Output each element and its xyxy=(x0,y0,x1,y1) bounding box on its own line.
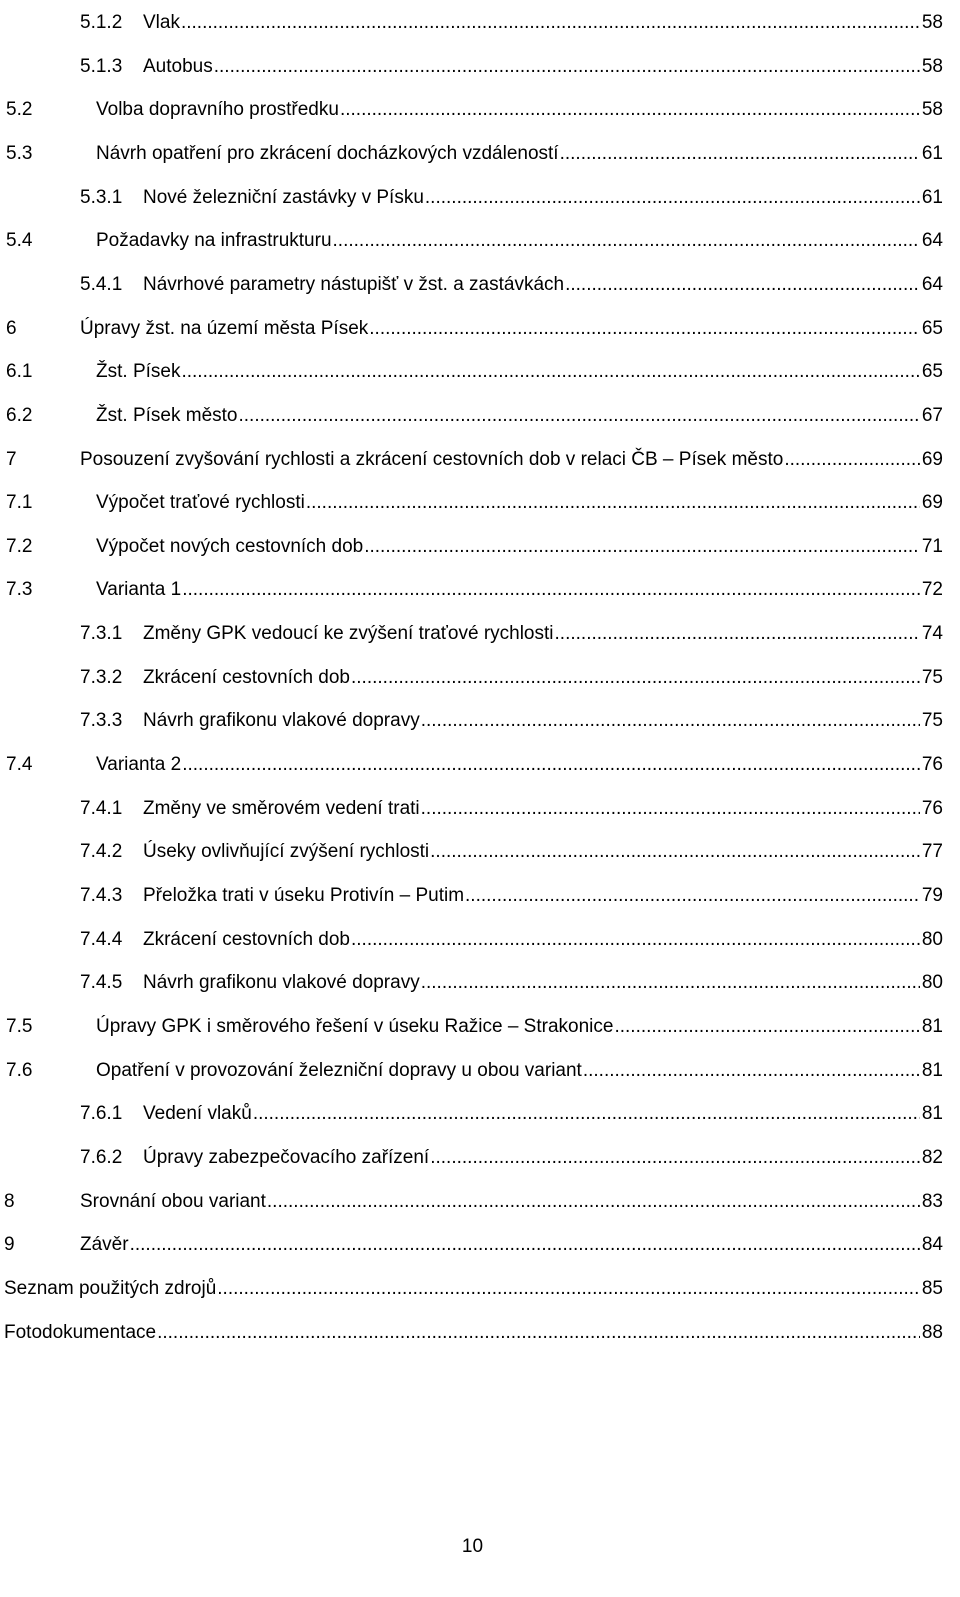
toc-entry[interactable] xyxy=(0,1012,943,1042)
toc-entry-page: 58 xyxy=(921,55,943,77)
toc-entry[interactable] xyxy=(0,794,943,824)
leader-dots xyxy=(217,1274,920,1304)
toc-entry-title: Posouzení zvyšování rychlosti a zkrácení cestovních dob v relaci ČB – Písek město xyxy=(80,448,784,470)
toc-entry[interactable] xyxy=(0,226,943,256)
toc-entry-page: 75 xyxy=(921,710,943,732)
toc-entry[interactable] xyxy=(0,575,943,605)
leader-dots xyxy=(784,445,920,475)
leader-dots xyxy=(364,532,920,562)
toc-entry-title: Změny ve směrovém vedení trati xyxy=(143,797,420,819)
page-number: 10 xyxy=(461,1536,484,1557)
leader-dots xyxy=(351,663,920,693)
leader-dots xyxy=(214,52,920,82)
toc-entry-title: Návrh opatření pro zkrácení docházkových vzdáleností xyxy=(96,142,559,164)
toc-entry-title: Zkrácení cestovních dob xyxy=(143,928,350,950)
toc-entry-page: 76 xyxy=(921,754,943,776)
toc-entry-number: 9 xyxy=(4,1234,15,1256)
toc-entry-page: 72 xyxy=(921,579,943,601)
toc-entry-page: 69 xyxy=(921,448,943,470)
toc-entry-number: 7.4.2 xyxy=(80,841,123,863)
toc-entry[interactable] xyxy=(0,139,943,169)
toc-entry-page: 64 xyxy=(921,230,943,252)
toc-entry[interactable] xyxy=(0,1143,943,1173)
leader-dots xyxy=(430,837,920,867)
toc-entry-title: Návrh grafikonu vlakové dopravy xyxy=(143,710,420,732)
toc-entry-title: Srovnání obou variant xyxy=(80,1190,266,1212)
toc-entry-title: Návrh grafikonu vlakové dopravy xyxy=(143,972,420,994)
toc-entry-page: 75 xyxy=(921,666,943,688)
leader-dots xyxy=(583,1056,920,1086)
toc-entry-title: Výpočet traťové rychlosti xyxy=(96,492,305,514)
toc-entry-page: 74 xyxy=(921,623,943,645)
toc-entry-number: 6 xyxy=(6,317,17,339)
toc-entry-page: 79 xyxy=(921,885,943,906)
toc-entry-number: 7.6.2 xyxy=(80,1146,123,1168)
toc-entry-number: 7.3 xyxy=(6,579,33,601)
toc-entry-number: 7.4 xyxy=(6,754,33,776)
toc-entry-page: 61 xyxy=(921,186,943,208)
toc-entry-number: 7.3.1 xyxy=(80,623,123,645)
toc-entry-page: 58 xyxy=(921,12,943,33)
toc-entry-page: 58 xyxy=(921,99,943,121)
leader-dots xyxy=(351,925,920,955)
toc-entry-number: 6.2 xyxy=(6,404,33,426)
toc-entry-title: Změny GPK vedoucí ke zvýšení traťové rychlosti xyxy=(143,623,554,645)
toc-entry[interactable] xyxy=(0,401,943,431)
toc-entry-title: Varianta 2 xyxy=(96,754,182,776)
leader-dots xyxy=(560,139,920,169)
toc-entry[interactable] xyxy=(0,532,943,562)
toc-entry-number: 5.1.2 xyxy=(80,12,123,33)
toc-entry-number: 5.4.1 xyxy=(80,273,123,295)
toc-entry-page: 71 xyxy=(921,535,943,557)
leader-dots xyxy=(333,226,920,256)
leader-dots xyxy=(340,95,920,125)
toc-entry[interactable] xyxy=(0,750,943,780)
toc-entry-page: 65 xyxy=(921,361,943,383)
toc-entry[interactable] xyxy=(0,357,943,387)
toc-entry[interactable] xyxy=(0,95,943,125)
toc-entry-title: Volba dopravního prostředku xyxy=(96,99,339,121)
toc-entry-title: Opatření v provozování železniční dopravy u obou variant xyxy=(96,1059,582,1081)
toc-entry-number: 7.4.5 xyxy=(80,972,123,994)
toc-entry[interactable] xyxy=(0,925,943,955)
toc-entry-title: Autobus xyxy=(143,55,213,77)
toc-entry-title: Přeložka trati v úseku Protivín – Putim xyxy=(143,885,465,906)
toc-entry-page: 81 xyxy=(921,1015,943,1037)
toc-entry[interactable] xyxy=(0,314,943,344)
toc-entry-page: 77 xyxy=(921,841,943,863)
toc-entry-page: 84 xyxy=(921,1234,943,1256)
toc-entry-title: Žst. Písek město xyxy=(96,404,238,426)
toc-entry-number: 7 xyxy=(6,448,17,470)
toc-entry-number: 5.3.1 xyxy=(80,186,123,208)
toc-entry-number: 5.3 xyxy=(6,142,33,164)
toc-entry[interactable] xyxy=(0,1099,943,1129)
toc-entry-page: 85 xyxy=(921,1277,943,1299)
toc-entry[interactable] xyxy=(0,1318,943,1348)
toc-entry-title: Závěr xyxy=(80,1234,129,1256)
toc-entry-title: Vlak xyxy=(143,12,180,33)
leader-dots xyxy=(181,8,920,38)
toc-entry[interactable] xyxy=(0,488,943,518)
toc-entry-page: 88 xyxy=(921,1321,943,1343)
toc-entry-title: Návrhové parametry nástupišť v žst. a zastávkách xyxy=(143,273,565,295)
toc-entry-number: 7.4.4 xyxy=(80,928,123,950)
toc-entry-title: Úpravy GPK i směrového řešení v úseku Ražice – Strakonice xyxy=(96,1015,614,1037)
leader-dots xyxy=(421,706,920,736)
toc-entry-page: 76 xyxy=(921,797,943,819)
leader-dots xyxy=(130,1230,920,1260)
leader-dots xyxy=(421,794,920,824)
toc-entry[interactable] xyxy=(0,183,943,213)
toc-entry-number: 7.1 xyxy=(6,492,33,514)
toc-entry-title: Úpravy žst. na území města Písek xyxy=(80,317,369,339)
toc-entry-title: Výpočet nových cestovních dob xyxy=(96,535,364,557)
toc-entry-page: 83 xyxy=(921,1190,943,1212)
leader-dots xyxy=(253,1099,920,1129)
toc-entry-number: 7.5 xyxy=(6,1015,33,1037)
toc-entry[interactable] xyxy=(0,8,943,38)
toc-entry[interactable] xyxy=(0,52,943,82)
leader-dots xyxy=(565,270,920,300)
toc-entry-page: 80 xyxy=(921,972,943,994)
toc-entry-number: 5.2 xyxy=(6,99,33,121)
leader-dots xyxy=(157,1318,920,1348)
toc-entry-number: 7.3.3 xyxy=(80,710,123,732)
toc-entry[interactable] xyxy=(0,1230,943,1260)
toc-entry-title: Zkrácení cestovních dob xyxy=(143,666,350,688)
toc-entry-page: 65 xyxy=(921,317,943,339)
toc-entry-page: 69 xyxy=(921,492,943,514)
toc-entry-number: 8 xyxy=(4,1190,15,1212)
leader-dots xyxy=(306,488,920,518)
toc-entry-page: 81 xyxy=(921,1059,943,1081)
leader-dots xyxy=(465,881,920,911)
toc-entry-title: Vedení vlaků xyxy=(143,1103,252,1125)
toc-entry[interactable] xyxy=(0,663,943,693)
toc-entry-title: Úpravy zabezpečovacího zařízení xyxy=(143,1146,430,1168)
toc-entry-title: Varianta 1 xyxy=(96,579,182,601)
toc-entry-number: 7.6 xyxy=(6,1059,33,1081)
toc-entry-number: 6.1 xyxy=(6,361,33,383)
leader-dots xyxy=(182,575,920,605)
toc-entry-number: 7.3.2 xyxy=(80,666,123,688)
toc-entry-number: 5.4 xyxy=(6,230,33,252)
leader-dots xyxy=(267,1187,920,1217)
toc-entry[interactable] xyxy=(0,1274,943,1304)
toc-entry-page: 82 xyxy=(921,1146,943,1168)
leader-dots xyxy=(421,968,920,998)
toc-entry-title: Nové železniční zastávky v Písku xyxy=(143,186,424,208)
toc-entry-page: 67 xyxy=(921,404,943,426)
toc-entry-page: 64 xyxy=(921,273,943,295)
toc-entry-number: 7.2 xyxy=(6,535,33,557)
toc-entry[interactable] xyxy=(0,619,943,649)
toc-entry[interactable] xyxy=(0,706,943,736)
toc-entry[interactable] xyxy=(0,837,943,867)
toc-entry-title: Seznam použitých zdrojů xyxy=(4,1277,217,1299)
toc-entry-title: Požadavky na infrastrukturu xyxy=(96,230,332,252)
leader-dots xyxy=(430,1143,920,1173)
toc-entry-number: 7.4.1 xyxy=(80,797,123,819)
toc-entry-number: 7.6.1 xyxy=(80,1103,123,1125)
leader-dots xyxy=(614,1012,919,1042)
toc-entry-page: 80 xyxy=(921,928,943,950)
toc-entry-title: Fotodokumentace xyxy=(4,1321,157,1343)
toc-entry-title: Úseky ovlivňující zvýšení rychlosti xyxy=(143,841,430,863)
toc-entry-number: 7.4.3 xyxy=(80,885,123,906)
toc-entry[interactable] xyxy=(0,881,943,911)
leader-dots xyxy=(182,750,920,780)
toc-entry[interactable] xyxy=(0,1056,943,1086)
toc-entry-title: Žst. Písek xyxy=(96,361,181,383)
toc-entry[interactable] xyxy=(0,968,943,998)
toc-entry[interactable] xyxy=(0,1187,943,1217)
toc-entry[interactable] xyxy=(0,445,943,475)
leader-dots xyxy=(369,314,920,344)
toc-entry[interactable] xyxy=(0,270,943,300)
leader-dots xyxy=(238,401,919,431)
leader-dots xyxy=(425,183,920,213)
leader-dots xyxy=(181,357,919,387)
leader-dots xyxy=(555,619,920,649)
toc-entry-page: 61 xyxy=(921,142,943,164)
toc-entry-page: 81 xyxy=(921,1103,943,1125)
toc-entry-number: 5.1.3 xyxy=(80,55,123,77)
